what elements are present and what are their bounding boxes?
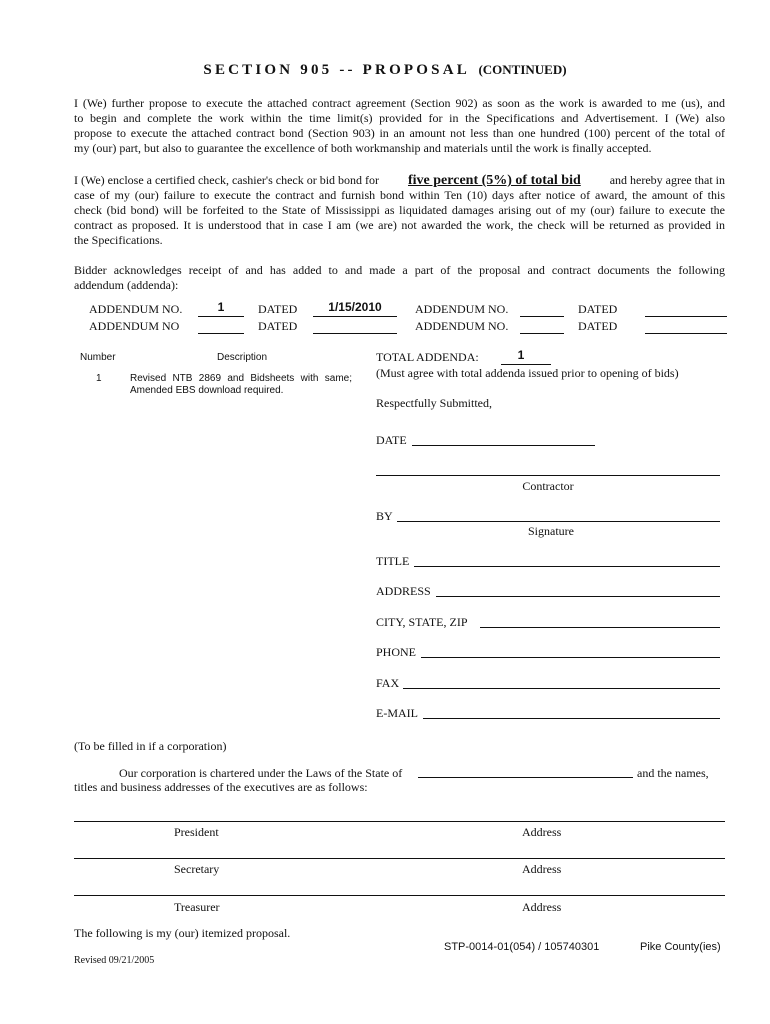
total-addenda-value: 1 [517,348,525,362]
address-field[interactable] [436,596,720,597]
address-label: ADDRESS [376,584,431,598]
dated-field-3[interactable] [645,302,727,317]
para2-line2: case of my (our) failure to execute the contract and furnish bond within Ten (10) days after notice of award, the amount of this [74,188,725,202]
contractor-label: Contractor [522,479,574,493]
addendum-label-4: ADDENDUM NO. [415,319,509,333]
corporation-line1-prefix: Our corporation is chartered under the Laws of the State of [119,766,403,780]
addendum-label-1: ADDENDUM NO. [89,302,183,316]
dated-label-1: DATED [258,302,298,316]
dated-field-2[interactable] [313,319,397,334]
page-title [0,62,770,79]
title-label: TITLE [376,554,410,568]
phone-label: PHONE [376,645,417,659]
corporation-line1-suffix: and the names, [637,766,709,780]
para3-line1: Bidder acknowledges receipt of and has added to and made a part of the proposal and contract documents the following [74,263,725,277]
dated-label-2: DATED [258,319,298,333]
treasurer-address-label: Address [522,900,562,914]
para2-prefix: I (We) enclose a certified check, cashier's check or bid bond for [74,173,380,187]
president-label: President [174,825,219,839]
addendum-no-field-3[interactable] [520,302,564,317]
para2-line4: contract as proposed. It is understood that in case I am (we are) not awarded the work, the check will be returned as provided in [74,218,725,232]
addendum-label-2: ADDENDUM NO [89,319,180,333]
signature-label: Signature [528,524,574,538]
para1-line4: my (our) part, but also to guarantee the excellence of both workmanship and materials until the work is finally accepted. [74,141,652,155]
corporation-heading: (To be filled in if a corporation) [74,739,227,753]
addendum-item-desc-2: Amended EBS download required. [130,385,284,396]
contractor-field[interactable] [376,475,720,476]
corporation-line2: titles and business addresses of the executives are as follows: [74,780,368,794]
treasurer-field[interactable] [74,895,725,896]
list-header-description: Description [217,352,268,363]
dated-label-4: DATED [578,319,618,333]
city-state-zip-label: CITY, STATE, ZIP [376,615,468,629]
president-field[interactable] [74,821,725,822]
para2-line1 [74,173,725,189]
fax-label: FAX [376,676,400,690]
state-field[interactable] [418,777,633,778]
addendum-item-number: 1 [96,373,102,384]
section-title: SECTION 905 -- PROPOSAL [203,62,470,78]
para2-line3: check (bid bond) will be forfeited to the State of Mississippi as liquidated damages arising out of my (our) failure to execute the [74,203,725,217]
dated-label-3: DATED [578,302,618,316]
secretary-field[interactable] [74,858,725,859]
bid-amount: five percent (5%) of total bid [408,173,581,188]
continued-label: (CONTINUED) [478,62,567,77]
project-number: STP-0014-01(054) / 105740301 [444,941,600,953]
addendum-no-field-2[interactable] [198,319,244,334]
secretary-label: Secretary [174,862,220,876]
dated-value-1: 1/15/2010 [328,300,382,314]
addendum-label-3: ADDENDUM NO. [415,302,509,316]
by-field[interactable] [397,521,720,522]
para2-line5: the Specifications. [74,233,163,247]
phone-field[interactable] [421,657,720,658]
addendum-no-value-1: 1 [217,300,225,314]
addendum-item-desc-1: Revised NTB 2869 and Bidsheets with same; [130,373,352,384]
total-addenda-note: (Must agree with total addenda issued prior to opening of bids) [376,366,679,380]
para1-line3: propose to execute the attached contract bond (Section 903) in an amount not less than one hundred (100) percent of the total of [74,126,725,140]
dated-field-4[interactable] [645,319,727,334]
list-header-number: Number [80,352,116,363]
total-addenda-label: TOTAL ADDENDA: [376,350,479,364]
by-label: BY [376,509,393,523]
para1-line1: I (We) further propose to execute the attached contract agreement (Section 902) as soon as the work is awarded to me (us), and [74,96,725,110]
revised-date: Revised 09/21/2005 [74,955,155,966]
para2-suffix: and hereby agree that in [609,173,725,187]
addendum-no-field-4[interactable] [520,319,564,334]
email-field[interactable] [423,718,720,719]
president-address-label: Address [522,825,562,839]
city-state-zip-field[interactable] [480,627,720,628]
county-label: Pike County(ies) [640,941,721,953]
date-field[interactable] [412,445,595,446]
fax-field[interactable] [403,688,720,689]
date-label: DATE [376,433,407,447]
para1-line2: to begin and complete the work within the time limit(s) provided for in the Specifications and Advertisement. I (We) also [74,111,725,125]
secretary-address-label: Address [522,862,562,876]
respectfully-submitted: Respectfully Submitted, [376,396,492,410]
itemized-proposal-text: The following is my (our) itemized proposal. [74,926,291,940]
para3-line2: addendum (addenda): [74,278,179,292]
email-label: E-MAIL [376,706,418,720]
treasurer-label: Treasurer [174,900,220,914]
title-field[interactable] [414,566,720,567]
